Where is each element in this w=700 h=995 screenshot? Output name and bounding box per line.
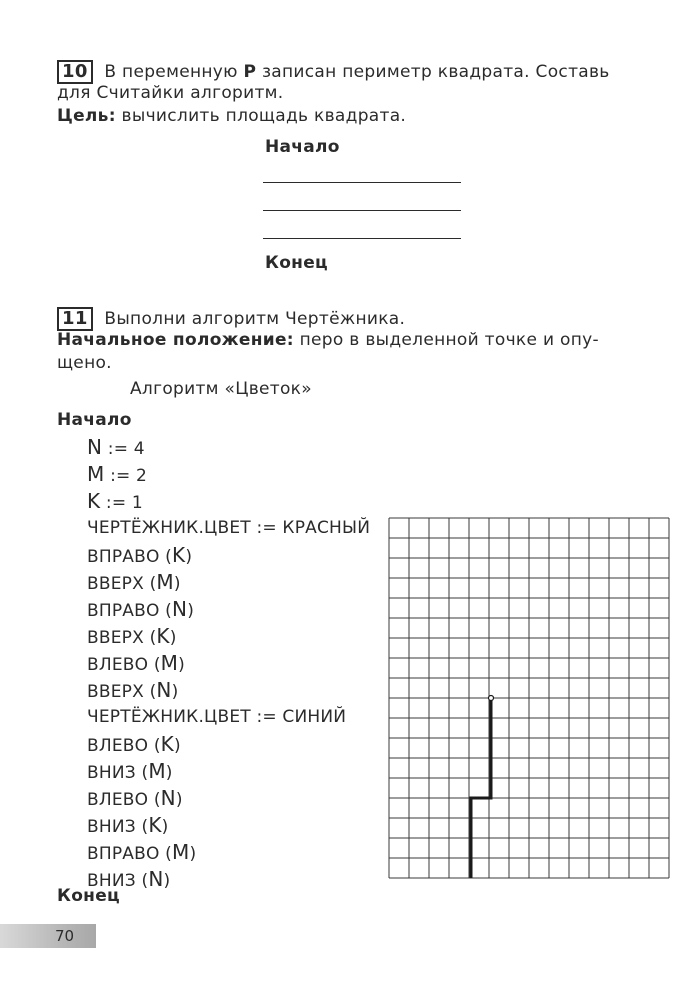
goal-text: вычислить площадь квадрата. bbox=[121, 106, 407, 126]
algorithm-line: ВПРАВО (K) bbox=[87, 543, 193, 567]
algorithm-line: ВЛЕВО (M) bbox=[87, 651, 185, 675]
answer-line-1[interactable] bbox=[263, 182, 461, 183]
algorithm-line: M := 2 bbox=[87, 462, 148, 486]
algorithm-line: ЧЕРТЁЖНИК.ЦВЕТ := КРАСНЫЙ bbox=[87, 518, 371, 538]
task10-statement-line1: 10 В переменную P записан периметр квадрата. Составь bbox=[57, 60, 610, 84]
algorithm-lines bbox=[87, 434, 370, 893]
algorithm-line: ВВЕРХ (K) bbox=[87, 624, 177, 648]
goal-label: Цель: bbox=[57, 106, 116, 126]
drawing-grid[interactable] bbox=[388, 517, 671, 879]
position-label: Начальное положение: bbox=[57, 330, 294, 350]
algorithm-line: ВНИЗ (N) bbox=[87, 867, 171, 891]
answer-line-2[interactable] bbox=[263, 210, 461, 211]
algorithm-line: ВЛЕВО (N) bbox=[87, 786, 183, 810]
algorithm-name: Алгоритм «Цветок» bbox=[130, 379, 312, 399]
answer-line-3[interactable] bbox=[263, 238, 461, 239]
variable-p: P bbox=[243, 62, 257, 82]
page-number: 70 bbox=[55, 927, 75, 945]
algorithm-end-label: Конец bbox=[57, 886, 120, 906]
task11-number: 11 bbox=[57, 307, 93, 331]
algorithm-line: ВВЕРХ (M) bbox=[87, 570, 181, 594]
task11-position-line2: щено. bbox=[57, 353, 112, 373]
algorithm-line: ЧЕРТЁЖНИК.ЦВЕТ := СИНИЙ bbox=[87, 707, 347, 727]
algorithm-line: ВНИЗ (M) bbox=[87, 759, 173, 783]
task10-statement-line2: для Считайки алгоритм. bbox=[57, 83, 284, 103]
start-point-marker bbox=[489, 696, 494, 701]
task10-start-label: Начало bbox=[265, 137, 340, 157]
preset-drawn-path bbox=[471, 698, 491, 878]
task10-number: 10 bbox=[57, 60, 93, 84]
task11-title: 11 Выполни алгоритм Чертёжника. bbox=[57, 307, 405, 331]
algorithm-line: N := 4 bbox=[87, 435, 145, 459]
algorithm-line: ВЛЕВО (K) bbox=[87, 732, 181, 756]
algorithm-line: K := 1 bbox=[87, 489, 143, 513]
task11-position-line1: Начальное положение: перо в выделенной точке и опу- bbox=[57, 330, 599, 350]
task10-goal bbox=[57, 106, 406, 126]
footer-band bbox=[0, 924, 96, 948]
algorithm-start-label: Начало bbox=[57, 410, 132, 430]
algorithm-line: ВПРАВО (N) bbox=[87, 597, 195, 621]
algorithm-line: ВНИЗ (K) bbox=[87, 813, 169, 837]
algorithm-line: ВВЕРХ (N) bbox=[87, 678, 179, 702]
algorithm-line: ВПРАВО (M) bbox=[87, 840, 197, 864]
task10-end-label: Конец bbox=[265, 253, 328, 273]
